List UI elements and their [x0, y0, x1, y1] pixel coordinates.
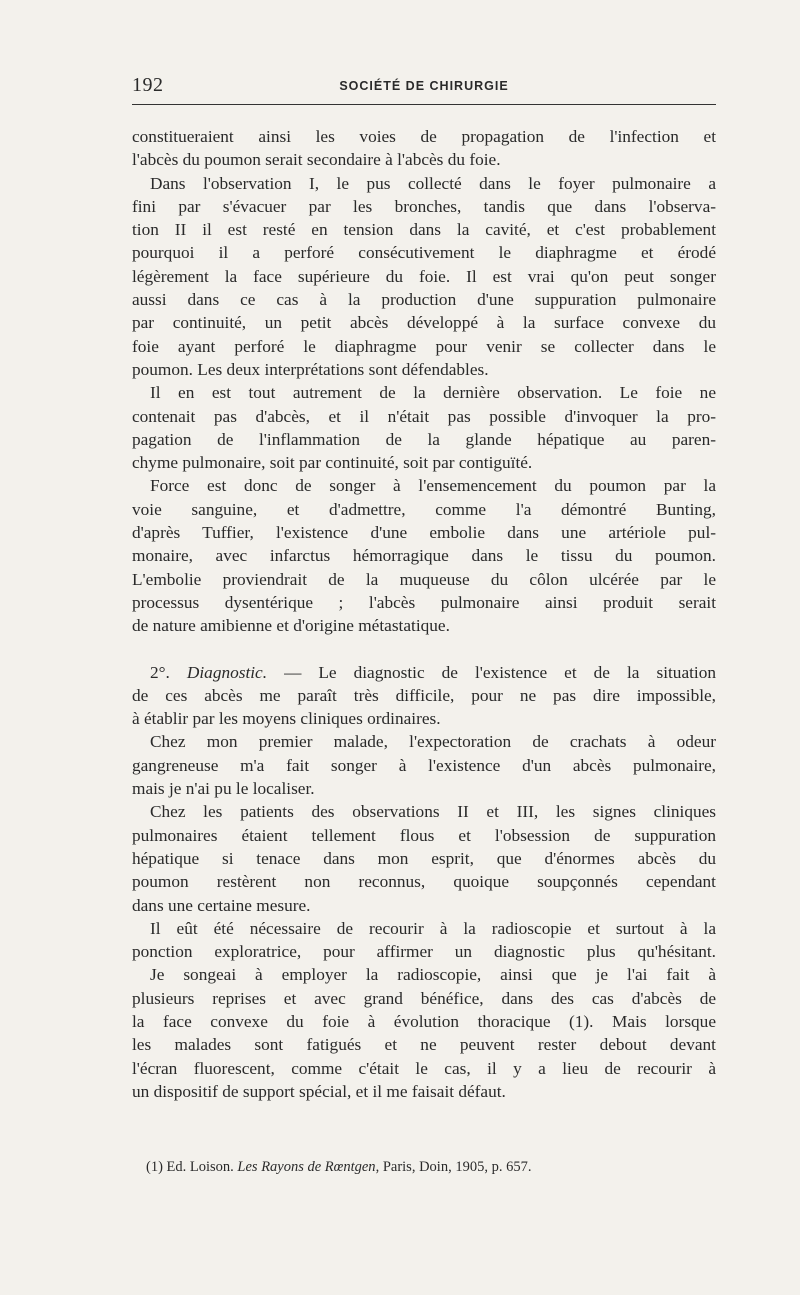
text-line: L'embolie proviendrait de la muqueuse du côlon ulcérée par le — [132, 569, 716, 589]
text-line: Chez mon premier malade, l'expectoration de crachats à odeur — [150, 732, 716, 752]
text-line: pulmonaires étaient tellement flous et l'obsession de suppuration — [132, 825, 716, 845]
text-line: Dans l'observation I, le pus collecté dans le foyer pulmonaire a — [150, 173, 716, 193]
text-line: pourquoi il a perforé consécutivement le diaphragme et érodé — [132, 243, 716, 263]
section-heading-line — [132, 661, 716, 684]
text-line: la face convexe du foie à évolution thoracique (1). Mais lorsque — [132, 1011, 716, 1031]
text-line: Chez les patients des observations II et III, les signes cliniques — [150, 802, 716, 822]
text-line: pagation de l'inflammation de la glande hépatique au paren- — [132, 429, 716, 449]
body-text — [132, 125, 716, 1103]
section-label: Diagnostic. — [186, 662, 268, 682]
text-line: de ces abcès me paraît très difficile, pour ne pas dire impossible, — [132, 685, 716, 705]
footnote-rest: , Paris, Doin, 1905, p. 657. — [375, 1159, 532, 1175]
journal-title: SOCIÉTÉ DE CHIRURGIE — [339, 79, 509, 93]
header-rule — [132, 104, 716, 105]
text-line: processus dysentérique ; l'abcès pulmonaire ainsi produit serait — [132, 592, 716, 612]
text-line: monaire, avec infarctus hémorragique dans le tissu du poumon. — [132, 546, 716, 566]
text-line: Il eût été nécessaire de recourir à la radioscopie et surtout à la — [150, 918, 716, 938]
text-line: par continuité, un petit abcès développé à la surface convexe du — [132, 313, 716, 333]
text-line: d'après Tuffier, l'existence d'une embolie dans une artériole pul- — [132, 523, 716, 543]
text-line: hépatique si tenace dans mon esprit, que d'énormes abcès du — [132, 848, 716, 868]
text-line: foie ayant perforé le diaphragme pour venir se collecter dans le — [132, 336, 716, 356]
text-line: plusieurs reprises et avec grand bénéfice, dans des cas d'abcès de — [132, 988, 716, 1008]
text-line: à établir par les moyens cliniques ordinaires. — [132, 709, 441, 729]
text-line: un dispositif de support spécial, et il me faisait défaut. — [132, 1081, 506, 1101]
text-line: voie sanguine, et d'admettre, comme l'a démontré Bunting, — [132, 499, 716, 519]
text-line: dans une certaine mesure. — [132, 895, 311, 915]
text-line: aussi dans ce cas à la production d'une suppuration pulmonaire — [132, 290, 716, 310]
text-line: fini par s'évacuer par les bronches, tandis que dans l'observa- — [132, 196, 716, 216]
text-line: gangreneuse m'a fait songer à l'existence d'un abcès pulmonaire, — [132, 755, 716, 775]
section-heading-text: — Le diagnostic de l'existence et de la situation — [267, 662, 716, 682]
text-line: poumon. Les deux interprétations sont défendables. — [132, 359, 489, 379]
section-gap — [132, 638, 716, 661]
text-line: Je songeai à employer la radioscopie, ainsi que je l'ai fait à — [150, 965, 716, 985]
text-line: l'écran fluorescent, comme c'était le cas, il y a lieu de recourir à — [132, 1058, 716, 1078]
text-line: constitueraient ainsi les voies de propagation de l'infection et — [132, 127, 716, 146]
footnote-marker: (1) Ed. Loison. — [146, 1159, 238, 1175]
footnote — [146, 1157, 716, 1177]
text-line: légèrement la face supérieure du foie. Il est vrai qu'on peut songer — [132, 266, 716, 286]
text-line: Force est donc de songer à l'ensemencement du poumon par la — [150, 476, 716, 496]
text-line: Il en est tout autrement de la dernière observation. Le foie ne — [150, 383, 716, 403]
text-line: ponction exploratrice, pour affirmer un diagnostic plus qu'hésitant. — [132, 942, 716, 962]
text-line: poumon restèrent non reconnus, quoique soupçonnés cependant — [132, 872, 716, 892]
running-head — [132, 74, 716, 100]
footnote-title: Les Rayons de Rœntgen — [237, 1159, 376, 1175]
text-line: de nature amibienne et d'origine métastatique. — [132, 616, 450, 636]
section-number: 2°. — [150, 662, 170, 682]
text-line: mais je n'ai pu le localiser. — [132, 779, 315, 799]
text-line: les malades sont fatigués et ne peuvent rester debout devant — [132, 1035, 716, 1055]
text-line: contenait pas d'abcès, et il n'était pas possible d'invoquer la pro- — [132, 406, 716, 426]
page-number: 192 — [132, 74, 164, 96]
text-line: tion II il est resté en tension dans la cavité, et c'est probablement — [132, 220, 716, 240]
text-line: chyme pulmonaire, soit par continuité, soit par contiguïté. — [132, 453, 533, 473]
text-line: l'abcès du poumon serait secondaire à l'abcès du foie. — [132, 150, 501, 170]
